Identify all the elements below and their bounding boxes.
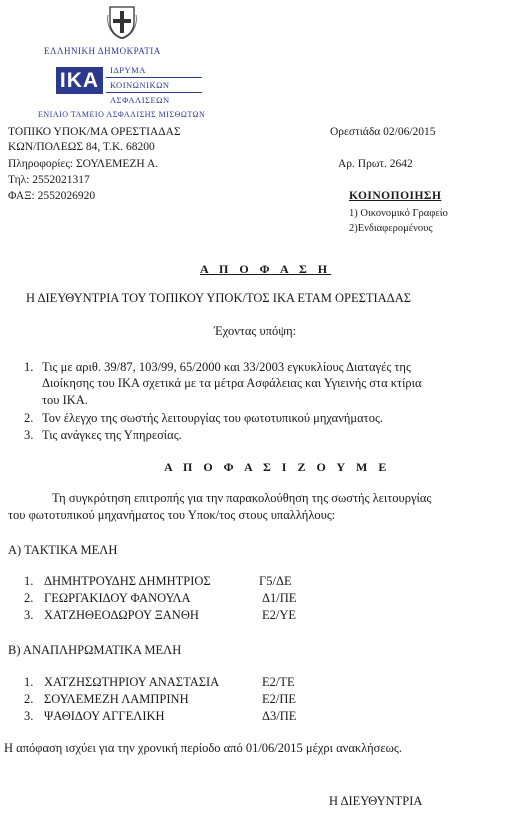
member-name: ΔΗΜΗΤΡΟΥΔΗΣ ΔΗΜΗΤΡΙΟΣ [44, 574, 211, 588]
sender-phone: Τηλ: 2552021317 [8, 174, 90, 186]
protocol-number: Αρ. Πρωτ. 2642 [338, 158, 413, 170]
sender-info: Πληροφορίες: ΣΟΥΛΕΜΕΖΗ Α. [8, 158, 159, 170]
member-name: ΧΑΤΖΗΣΩΤΗΡΙΟΥ ΑΝΑΣΤΑΣΙΑ [44, 675, 220, 689]
having-regard: Έχοντας υπόψη: [214, 324, 297, 338]
logo-country: ΕΛΛΗΝΙΚΗ ΔΗΜΟΚΡΑΤΙΑ [44, 46, 161, 56]
sender-office: ΤΟΠΙΚΟ ΥΠΟΚ/ΜΑ ΟΡΕΣΤΙΑΔΑΣ [8, 126, 181, 138]
consideration-line: Τον έλεγχο της σωστής λειτουργίας του φωτοτυπικού μηχανήματος. [42, 411, 384, 425]
regular-members-heading: Α) ΤΑΚΤΙΚΑ ΜΕΛΗ [8, 543, 118, 557]
consideration-number: 2. [24, 411, 34, 425]
committee-text: Τη συγκρότηση επιτροπής για την παρακολούθηση της σωστής λειτουργίας [52, 491, 432, 505]
member-number: 3. [24, 608, 34, 622]
logo-org-line3: ΑΣΦΑΛΙΣΕΩΝ [110, 95, 170, 105]
logo-org-line2: ΚΟΙΝΩΝΙΚΩΝ [110, 80, 170, 90]
member-number: 3. [24, 709, 34, 723]
consideration-line: του ΙΚΑ. [42, 393, 88, 407]
member-role: Δ3/ΠΕ [262, 709, 297, 723]
member-role: Ε2/ΤΕ [262, 675, 295, 689]
ika-logo: ΙΚΑ [56, 67, 103, 94]
consideration-line: Τις ανάγκες της Υπηρεσίας. [42, 428, 182, 442]
logo-fund: ΕΝΙΑΙΟ ΤΑΜΕΙΟ ΑΣΦΑΛΙΣΗΣ ΜΙΣΘΩΤΩΝ [38, 110, 206, 119]
greek-emblem-icon [107, 5, 137, 39]
consideration-number: 1. [24, 360, 34, 374]
member-name: ΣΟΥΛΕΜΕΖΗ ΛΑΜΠΡΙΝΗ [44, 692, 189, 706]
logo-divider [106, 92, 202, 93]
alternate-members-heading: Β) ΑΝΑΠΛΗΡΩΜΑΤΙΚΑ ΜΕΛΗ [8, 643, 182, 657]
logo-org-line1: ΙΔΡΥΜΑ [110, 65, 146, 75]
sender-fax: ΦΑΞ: 2552026920 [8, 190, 96, 202]
member-role: Ε2/ΥΕ [262, 608, 297, 622]
director-line: Η ΔΙΕΥΘΥΝΤΡΙΑ ΤΟΥ ΤΟΠΙΚΟΥ ΥΠΟΚ/ΤΟΣ ΙΚΑ ΕΤΑΜ ΟΡΕΣΤΙΑΔΑΣ [26, 291, 412, 305]
member-role: Γ5/ΔΕ [259, 574, 292, 588]
member-name: ΧΑΤΖΗΘΕΟΔΩΡΟΥ ΞΑΝΘΗ [44, 608, 199, 622]
cc-title: ΚΟΙΝΟΠΟΙΗΣΗ [349, 190, 442, 202]
cc-item: 1) Οικονομικό Γραφείο [349, 208, 448, 219]
committee-text: του φωτοτυπικού μηχανήματος του Υποκ/τος στους υπαλλήλους: [8, 508, 336, 522]
member-number: 1. [24, 574, 34, 588]
member-role: Ε2/ΠΕ [262, 692, 297, 706]
document-date: Ορεστιάδα 02/06/2015 [330, 126, 436, 138]
decision-title: Α Π Ο Φ Α Σ Η [200, 262, 332, 276]
member-number: 2. [24, 591, 34, 605]
cc-item: 2)Ενδιαφερομένους [349, 223, 433, 234]
validity-statement: Η απόφαση ισχύει για την χρονική περίοδο από 01/06/2015 μέχρι ανακλήσεως. [4, 741, 402, 755]
sender-address: ΚΩΝ/ΠΟΛΕΩΣ 84, Τ.Κ. 68200 [8, 141, 155, 153]
member-number: 1. [24, 675, 34, 689]
consideration-line: Τις με αριθ. 39/87, 103/99, 65/2000 και 33/2003 εγκυκλίους Διαταγές της [42, 360, 411, 374]
consideration-line: Διοίκησης του ΙΚΑ σχετικά με τα μέτρα Ασφάλειας και Υγιεινής στα κτίρια [42, 376, 422, 390]
we-decide-title: Α Π Ο Φ Α Σ Ι Ζ Ο Υ Μ Ε [164, 460, 391, 474]
logo-divider [106, 77, 202, 78]
member-role: Δ1/ΠΕ [262, 591, 297, 605]
member-name: ΨΑΘΙΔΟΥ ΑΓΓΕΛΙΚΗ [44, 709, 165, 723]
member-name: ΓΕΩΡΓΑΚΙΔΟΥ ΦΑΝΟΥΛΑ [44, 591, 191, 605]
signature-title: Η ΔΙΕΥΘΥΝΤΡΙΑ [329, 794, 423, 808]
member-number: 2. [24, 692, 34, 706]
consideration-number: 3. [24, 428, 34, 442]
